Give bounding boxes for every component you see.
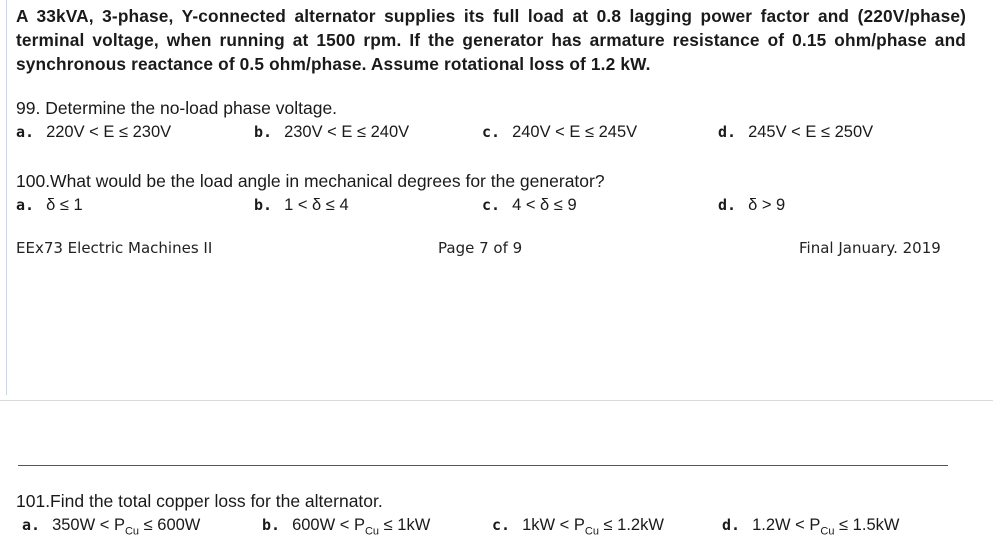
option-letter: b. (262, 516, 281, 534)
option-letter: a. (22, 516, 41, 534)
option-c (482, 123, 637, 142)
option-text-pre: 350W < P (52, 516, 125, 534)
divider-line (18, 465, 948, 466)
option-text-post: ≤ 1kW (379, 516, 431, 534)
question-101 (16, 491, 900, 538)
option-letter: a. (16, 196, 35, 214)
option-letter: b. (254, 196, 273, 214)
option-text: δ ≤ 1 (46, 196, 83, 214)
option-letter: c. (492, 516, 511, 534)
option-text-pre: 1.2W < P (752, 516, 821, 534)
question-99 (16, 98, 874, 141)
option-text-post: ≤ 600W (139, 516, 201, 534)
option-text: 245V < E ≤ 250V (748, 123, 874, 141)
option-d (722, 516, 899, 537)
question-stem: 101.Find the total copper loss for the alternator. (16, 491, 383, 511)
page-margin-line (6, 0, 7, 395)
option-letter: c. (482, 123, 501, 141)
option-text: 230V < E ≤ 240V (284, 123, 410, 141)
option-d (718, 123, 873, 142)
option-b (254, 196, 349, 215)
option-text: δ > 9 (748, 196, 786, 214)
option-b (262, 516, 430, 537)
problem-statement: A 33kVA, 3-phase, Y-connected alternator supplies its full load at 0.8 lagging power factor and (220V/phase) terminal voltage, when running at 1500 rpm. If the generator has armature resistance of 0.15 ohm/phase and synchronous reactance of 0.5 ohm/phase. Assume rotational loss of 1.2 kW. (16, 6, 966, 74)
option-c (482, 196, 577, 215)
option-a (16, 123, 171, 142)
option-text: 240V < E ≤ 245V (512, 123, 638, 141)
question-stem: 100.What would be the load angle in mechanical degrees for the generator? (16, 171, 605, 191)
option-subscript: Cu (820, 525, 835, 538)
options-row (16, 516, 966, 540)
option-letter: d. (722, 516, 741, 534)
footer-exam-date: Final January. 2019 (799, 239, 941, 257)
option-text-post: ≤ 1.5kW (834, 516, 900, 534)
option-text-post: ≤ 1.2kW (598, 516, 664, 534)
option-letter: d. (718, 196, 737, 214)
option-text: 4 < δ ≤ 9 (512, 196, 577, 214)
option-text-pre: 1kW < P (522, 516, 585, 534)
options-row (16, 196, 966, 220)
option-letter: b. (254, 123, 273, 141)
option-letter: c. (482, 196, 501, 214)
option-text-pre: 600W < P (292, 516, 365, 534)
option-subscript: Cu (364, 525, 380, 538)
option-subscript: Cu (584, 525, 599, 538)
option-b (254, 123, 409, 142)
option-letter: a. (16, 123, 35, 141)
option-text: 1 < δ ≤ 4 (284, 196, 349, 214)
footer-page-number: Page 7 of 9 (438, 239, 523, 257)
question-100 (16, 171, 786, 214)
footer-course: EEx73 Electric Machines II (16, 239, 213, 257)
option-a (16, 196, 83, 215)
option-letter: d. (718, 123, 737, 141)
options-row (16, 123, 966, 147)
option-text: 220V < E ≤ 230V (46, 123, 172, 141)
option-c (492, 516, 664, 537)
option-d (718, 196, 785, 215)
page-break-line (0, 400, 993, 401)
question-stem: 99. Determine the no-load phase voltage. (16, 98, 338, 118)
option-a (22, 516, 200, 537)
option-subscript: Cu (124, 525, 140, 538)
